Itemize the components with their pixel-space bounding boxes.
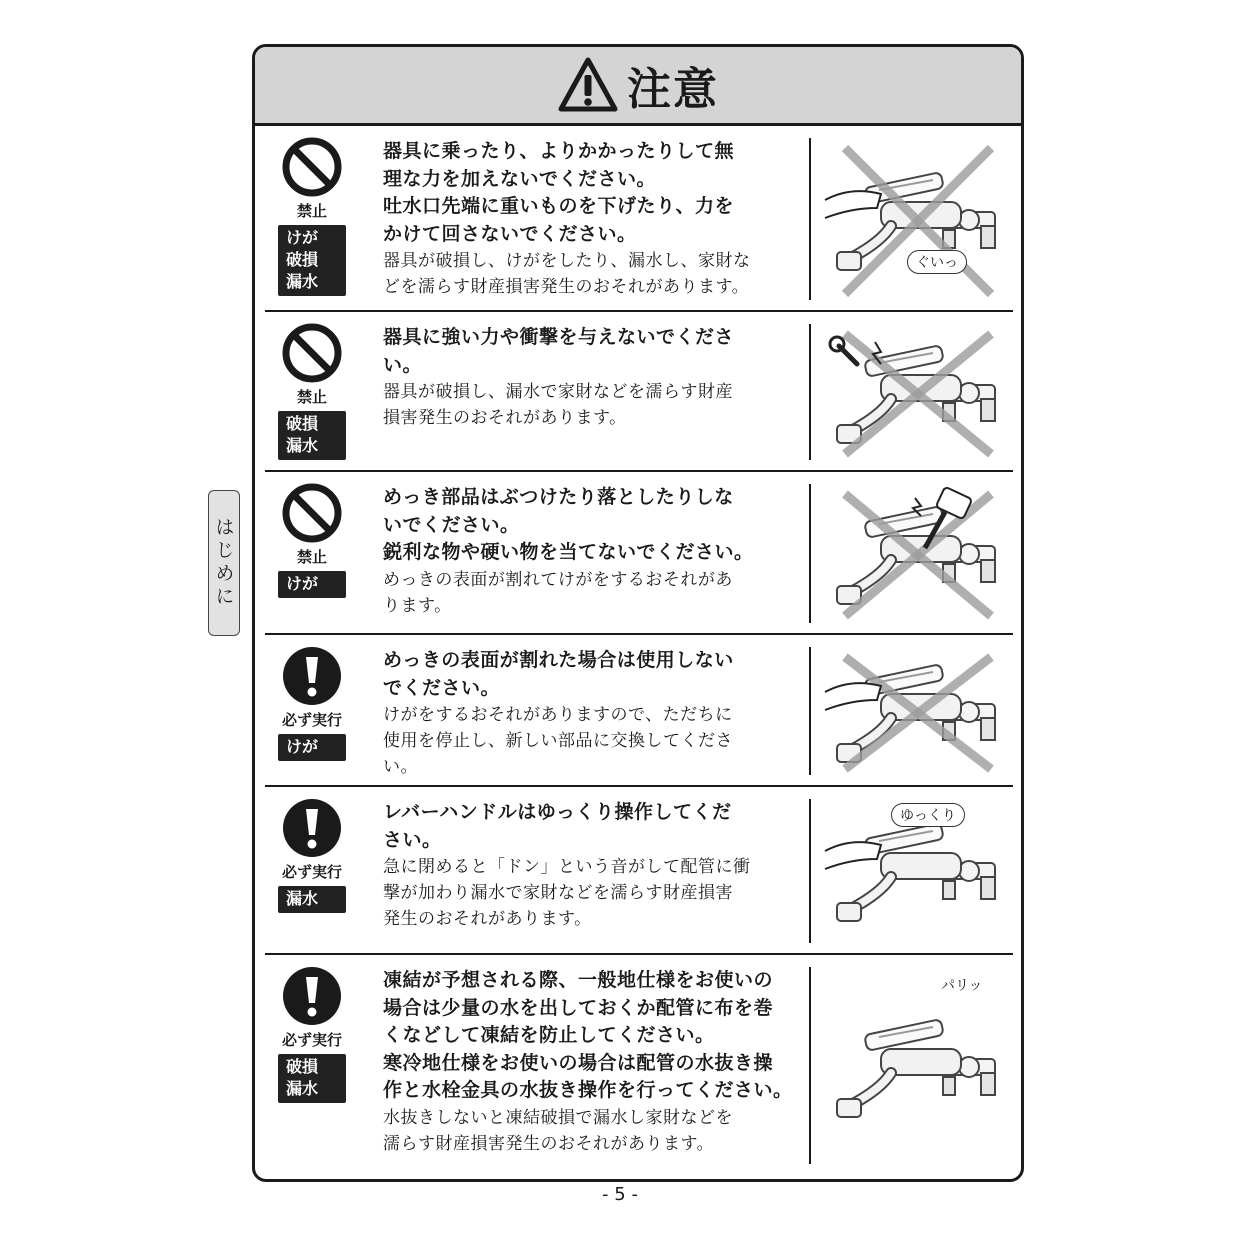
caution-text [383,799,803,932]
caution-row [255,955,1021,1176]
caution-heading-line: 吐水口先端に重いものを下げたり、力を [383,195,735,217]
prohibition-icon [281,482,343,544]
caution-heading-line: いでください。 [383,513,520,536]
caution-heading-line: 器具に乗ったり、よりかかったりして無 [383,140,735,162]
column-divider [809,484,811,623]
caution-detail-line: 急に閉めると「ドン」という音がして配管に衝 [383,857,751,877]
caution-heading-line: 理な力を加えないでください。 [383,167,657,190]
hazard-badge-label: 漏水 [286,1079,319,1098]
caution-heading-line: 作と水栓金具の水抜き操作を行ってください。 [383,1079,793,1101]
caution-heading-line: 器具に強い力や衝撃を与えないでくださ [383,326,735,348]
faucet-illustration [821,324,1013,462]
caution-row [255,787,1021,955]
caution-row [255,126,1021,312]
hazard-badge [278,886,346,913]
faucet-illustration [821,138,1013,302]
caution-heading-line: 鋭利な物や硬い物を当てないでください。 [383,541,754,563]
symbol-label: 必ず実行 [281,863,342,881]
symbol-label: 必ず実行 [281,711,342,729]
column-divider [809,647,811,775]
column-divider [809,138,811,300]
caution-detail-line: けがをするおそれがありますので、ただちに [383,705,733,725]
caution-row [255,635,1021,787]
caution-detail-line: 器具が破損し、漏水で家財などを濡らす財産 [383,382,733,402]
mandatory-action-icon [281,965,343,1027]
illustration-caption: ゆっくり [891,803,965,827]
caution-detail-line: 撃が加わり漏水で家財などを濡らす財産損害 [383,883,733,903]
column-divider [809,967,811,1164]
caution-row [255,312,1021,472]
faucet-illustration [821,484,1013,624]
caution-title: 注意 [627,64,719,115]
warning-triangle-icon [557,56,619,114]
caution-detail-line: 発生のおそれがあります。 [383,909,592,929]
caution-detail-line: どを濡らす財産損害発生のおそれがあります。 [383,277,750,297]
hazard-badge-label: けが [286,228,319,247]
hazard-badge [278,225,346,296]
illustration [821,324,1013,462]
symbol-column [271,136,353,296]
caution-heading-line: くなどして凍結を防止してください。 [383,1024,715,1046]
caution-text [383,967,803,1157]
caution-text [383,647,803,780]
illustration [821,799,1013,943]
symbol-column [271,645,353,761]
hazard-badge-label: 漏水 [286,436,319,455]
hazard-badge [278,411,346,460]
symbol-column [271,965,353,1103]
caution-detail-line: 器具が破損し、けがをしたり、漏水し、家財な [383,251,751,271]
column-divider [809,799,811,943]
hazard-badge-label: 破損 [286,1057,319,1076]
caution-detail-line: 使用を停止し、新しい部品に交換してくださ [383,731,733,751]
symbol-label: 禁止 [296,548,327,566]
caution-heading-line: でください。 [383,676,501,699]
hazard-badge-label: 漏水 [286,272,319,291]
caution-text [383,138,803,300]
illustration [821,647,1013,777]
symbol-column [271,322,353,460]
caution-heading-line: 寒冷地仕様をお使いの場合は配管の水抜き操 [383,1051,774,1074]
caution-detail-line: めっきの表面が割れてけがをするおそれがあ [383,569,733,590]
illustration-caption: パリッ [941,978,983,994]
symbol-label: 必ず実行 [281,1031,342,1049]
caution-heading-line: い。 [383,353,423,376]
caution-heading-line: かけて回さないでください。 [383,222,637,245]
prohibition-icon [281,136,343,198]
hazard-badge-label: けが [286,574,319,593]
caution-text [383,484,803,619]
side-tab-introduction[interactable] [208,490,240,636]
hazard-badge-label: けが [286,737,319,756]
caution-text [383,324,803,431]
caution-detail-line: 水抜きしないと凍結破損で漏水し家財などを [383,1107,733,1128]
symbol-label: 禁止 [296,388,327,406]
caution-detail-line: 損害発生のおそれがあります。 [383,408,627,428]
caution-heading-line: めっき部品はぶつけたり落としたりしな [383,486,734,508]
caution-header [255,47,1021,126]
hazard-badge [278,734,346,761]
illustration [821,484,1013,624]
caution-detail-line: い。 [383,757,418,777]
hazard-badge [278,1054,346,1103]
caution-detail-line: 濡らす財産損害発生のおそれがあります。 [383,1133,715,1154]
mandatory-action-icon [281,645,343,707]
faucet-illustration [821,967,1013,1167]
faucet-illustration [821,647,1013,777]
caution-heading-line: めっきの表面が割れた場合は使用しない [383,649,734,671]
column-divider [809,324,811,460]
caution-panel [252,44,1024,1182]
prohibition-icon [281,322,343,384]
caution-heading-line: さい。 [383,828,442,851]
side-tab-label: はじめに [212,517,235,609]
illustration [821,967,1013,1167]
caution-heading-line: 凍結が予想される際、一般地仕様をお使いの [383,969,774,991]
symbol-column [271,482,353,598]
illustration-caption: ぐいっ [907,250,967,274]
hazard-badge-label: 漏水 [286,889,319,908]
caution-heading-line: 場合は少量の水を出しておくか配管に布を巻 [383,996,774,1019]
mandatory-action-icon [281,797,343,859]
symbol-column [271,797,353,913]
caution-row [255,472,1021,635]
hazard-badge-label: 破損 [286,250,319,269]
caution-detail-line: ります。 [383,595,452,616]
illustration [821,138,1013,302]
page-number: - 5 - [602,1184,638,1205]
symbol-label: 禁止 [296,202,327,220]
caution-heading-line: レバーハンドルはゆっくり操作してくだ [383,801,732,823]
hazard-badge [278,571,346,598]
hazard-badge-label: 破損 [286,414,319,433]
